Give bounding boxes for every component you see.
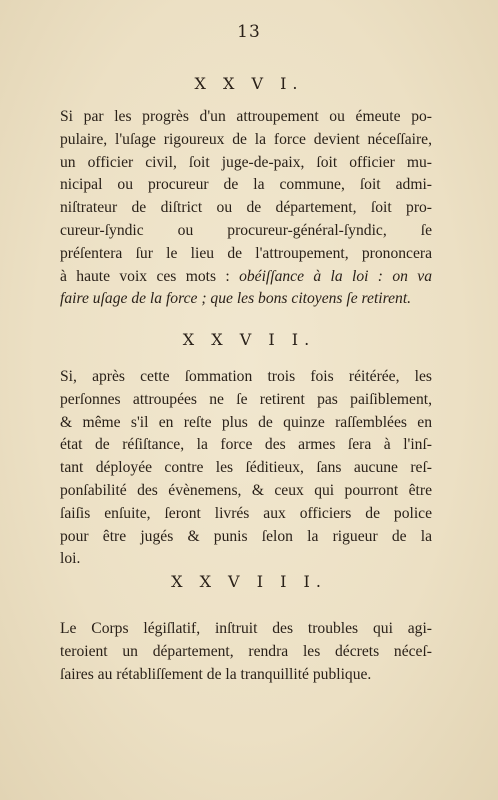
text-line: niſtrateur de diſtrict ou de département, ſoit pro- — [60, 199, 432, 217]
text-line: pour être jugés & punis ſelon la rigueur de la — [60, 527, 432, 545]
text-line-mixed — [60, 266, 432, 289]
text-line: nicipal ou procureur de la commune, ſoit admi- — [60, 176, 432, 194]
text-line: ſaires au rétabliſſement de la tranquillité publique. — [60, 665, 372, 683]
text-line: perſonnes attroupées ne ſe retirent pas paiſiblement, — [60, 390, 432, 408]
text-line: Si par les progrès d'un attroupement ou émeute po- — [60, 108, 432, 125]
article-xxvii-text — [60, 366, 432, 571]
text-line: teroient un département, rendra les décrets néceſ- — [60, 642, 432, 660]
article-heading-xxvi: X X V I. — [194, 74, 304, 93]
text-line: cureur-ſyndic ou procureur-général-ſyndic, ſe — [60, 221, 432, 239]
text-line: pulaire, l'uſage rigoureux de la force devient néceſſaire, — [60, 130, 432, 148]
text-line: Si, après cette ſommation trois fois réitérée, les — [60, 368, 432, 385]
text-line: loi. — [60, 550, 81, 568]
text-line: tant déployée contre les ſéditieux, ſans aucune reſ- — [60, 459, 432, 477]
text-line: un officier civil, ſoit juge-de-paix, ſoit officier mu- — [60, 153, 432, 171]
text-roman: à haute voix ces mots : — [60, 267, 230, 285]
text-line: Le Corps légiſlatif, inſtruit des troubles qui agi- — [60, 620, 432, 637]
text-line: ponſabilité des évènemens, & ceux qui pourront être — [60, 481, 432, 499]
text-line: ſaiſis enſuite, ſeront livrés aux officiers de police — [60, 504, 432, 522]
page-number: 13 — [237, 22, 261, 42]
text-italic: obéiſſance à la loi : on va — [239, 267, 432, 285]
text-line-italic — [60, 288, 432, 311]
article-heading-xxviii: X X V I I I. — [171, 572, 327, 591]
article-heading-xxvii: X X V I I. — [182, 330, 316, 349]
article-xxvi-text — [60, 106, 432, 311]
text-line: préſentera ſur le lieu de l'attroupement, prononcera — [60, 244, 432, 262]
article-xxviii-text — [60, 618, 432, 686]
text-line: état de réſiſtance, la force des armes ſera à l'inſ- — [60, 436, 432, 454]
text-line: & même s'il en reſte plus de quinze raſſemblées en — [60, 413, 432, 431]
text-italic: faire uſage de la force ; que les bons citoyens ſe retirent. — [60, 290, 412, 308]
